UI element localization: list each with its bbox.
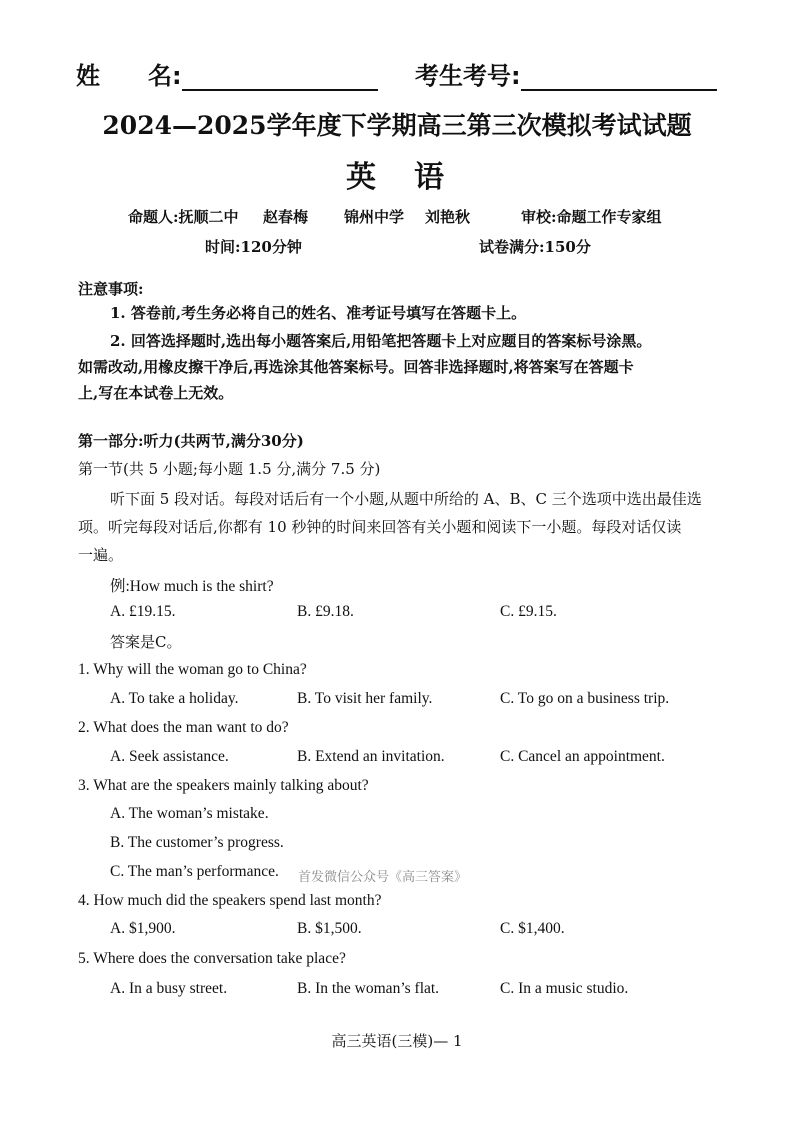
question-5-option-b: B. In the woman’s flat. (297, 980, 440, 997)
notes-heading: 注意事项: (78, 280, 144, 298)
question-5-option-c: C. In a music studio. (500, 980, 629, 997)
question-3-option-a: A. The woman’s mistake. (110, 805, 269, 822)
exam-number-label: 考生考号: (415, 62, 521, 90)
question-1-stem: 1. Why will the woman go to China? (78, 661, 307, 678)
example-answer: 答案是C。 (110, 633, 182, 651)
page-footer: 高三英语(三模)— 1 (331, 1032, 463, 1050)
example-option-c: C. £9.15. (500, 603, 557, 620)
question-1-option-c: C. To go on a business trip. (500, 690, 670, 707)
question-2-stem: 2. What does the man want to do? (78, 719, 289, 736)
name-label: 姓 名: (76, 62, 182, 90)
example-option-a: A. £19.15. (110, 603, 176, 620)
setter1-name: 赵春梅 (263, 208, 309, 226)
name-label-row (76, 56, 378, 91)
question-5-option-a: A. In a busy street. (110, 980, 228, 997)
notes-item-1: 1. 答卷前,考生务必将自己的姓名、准考证号填写在答题卡上。 (110, 304, 527, 322)
instructions-line-3: 一遍。 (78, 546, 124, 564)
watermark: 首发微信公众号《高三答案》 (298, 870, 468, 885)
exam-number-field[interactable] (521, 69, 717, 91)
subject-title: 英 语 (346, 160, 448, 195)
question-3-option-c: C. The man’s performance. (110, 863, 279, 880)
question-2-option-a: A. Seek assistance. (110, 748, 229, 765)
notes-item-2-line-1: 2. 回答选择题时,选出每小题答案后,用铅笔把答题卡上对应题目的答案标号涂黑。 (110, 332, 652, 350)
question-4-option-c: C. $1,400. (500, 920, 565, 937)
instructions-line-2: 项。听完每段对话后,你都有 10 秒钟的时间来回答有关小题和阅读下一小题。每段对话仅读 (78, 518, 682, 536)
exam-number-row (415, 56, 717, 91)
question-4-stem: 4. How much did the speakers spend last month? (78, 892, 382, 909)
question-1-option-b: B. To visit her family. (297, 690, 433, 707)
question-4-option-a: A. $1,900. (110, 920, 176, 937)
question-4-option-b: B. $1,500. (297, 920, 362, 937)
question-5-stem: 5. Where does the conversation take place? (78, 950, 346, 967)
reviewer: 审校:命题工作专家组 (521, 208, 662, 226)
question-2-option-c: C. Cancel an appointment. (500, 748, 665, 765)
setter2-school: 锦州中学 (344, 208, 405, 226)
example-question: 例:How much is the shirt? (110, 578, 274, 595)
question-1-option-a: A. To take a holiday. (110, 690, 239, 707)
exam-time: 时间:120分钟 (205, 238, 302, 256)
instructions-line-1: 听下面 5 段对话。每段对话后有一个小题,从题中所给的 A、B、C 三个选项中选出最佳选 (110, 490, 702, 508)
question-2-option-b: B. Extend an invitation. (297, 748, 445, 765)
notes-item-2-line-2: 如需改动,用橡皮擦干净后,再选涂其他答案标号。回答非选择题时,将答案写在答题卡 (78, 358, 634, 376)
example-option-b: B. £9.18. (297, 603, 354, 620)
full-score: 试卷满分:150分 (479, 238, 591, 256)
notes-item-2-line-3: 上,写在本试卷上无效。 (78, 384, 234, 402)
name-field[interactable] (182, 69, 378, 91)
question-3-option-b: B. The customer’s progress. (110, 834, 284, 851)
section1-heading: 第一节(共 5 小题;每小题 1.5 分,满分 7.5 分) (78, 460, 381, 478)
exam-title: 2024—2025学年度下学期高三第三次模拟考试试题 (102, 111, 692, 140)
question-3-stem: 3. What are the speakers mainly talking about? (78, 777, 369, 794)
setter2-name: 刘艳秋 (425, 208, 471, 226)
setter-label: 命题人:抚顺二中 (128, 208, 239, 226)
part1-heading: 第一部分:听力(共两节,满分30分) (78, 432, 304, 450)
